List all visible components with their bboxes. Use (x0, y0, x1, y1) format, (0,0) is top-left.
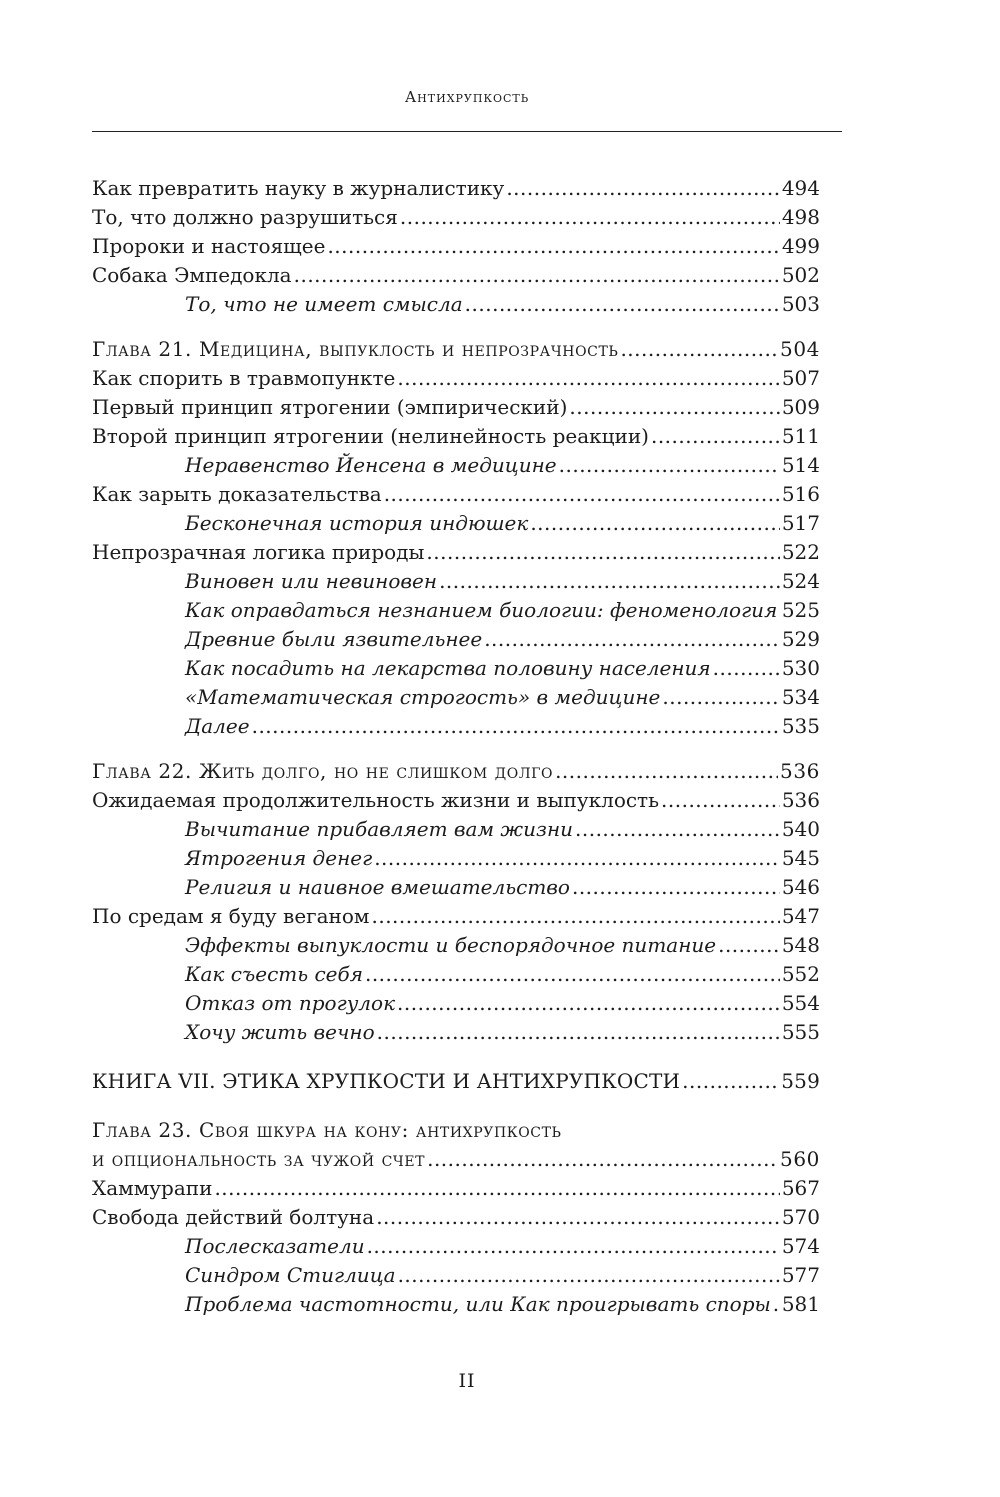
toc-entry-page: 552 (781, 962, 820, 986)
leader-dots (559, 451, 780, 480)
toc-entry-page: 570 (781, 1205, 820, 1229)
toc-entry[interactable] (92, 902, 820, 931)
toc-entry[interactable] (92, 480, 820, 509)
toc-entry-title: Религия и наивное вмешательство (185, 875, 570, 899)
toc-entry-page: 547 (781, 904, 820, 928)
leader-dots (398, 1261, 780, 1290)
toc-entry-page: 574 (781, 1234, 820, 1258)
toc-entry-page: 499 (781, 234, 820, 258)
toc-entry-page: 555 (781, 1020, 820, 1044)
toc-entry-page: 534 (781, 685, 820, 709)
leader-dots (374, 844, 780, 873)
toc-entry-title: Виновен или невиновен (185, 569, 438, 593)
toc-entry-title: Пророки и настоящее (92, 234, 326, 258)
toc-subentry[interactable] (92, 960, 820, 989)
toc-entry-title: Второй принцип ятрогении (нелинейность реакции) (92, 424, 649, 448)
running-title: Антихрупкость (404, 88, 530, 106)
leader-dots (530, 509, 780, 538)
toc-entry-title: Как зарыть доказательства (92, 482, 382, 506)
leader-dots (365, 960, 780, 989)
toc-entry-title: Далее (185, 714, 250, 738)
table-of-contents (92, 174, 820, 1319)
toc-subentry[interactable] (92, 1018, 820, 1047)
leader-dots (662, 683, 779, 712)
toc-book[interactable] (92, 1067, 820, 1096)
toc-entry-page: 548 (781, 933, 820, 957)
toc-chapter-line2[interactable] (92, 1145, 820, 1174)
toc-entry[interactable] (92, 232, 820, 261)
toc-entry-page: 514 (781, 453, 820, 477)
toc-entry-title: Ятрогения денег (185, 846, 373, 870)
toc-entry-page: 507 (781, 366, 820, 390)
toc-entry-page: 559 (781, 1069, 820, 1093)
toc-entry-page: 536 (780, 759, 820, 783)
toc-entry-page: 536 (781, 788, 820, 812)
leader-dots (376, 1203, 780, 1232)
toc-entry[interactable] (92, 538, 820, 567)
toc-entry-page: 504 (780, 337, 820, 361)
toc-subentry[interactable] (92, 815, 820, 844)
toc-chapter[interactable] (92, 757, 820, 786)
toc-subentry[interactable] (92, 290, 820, 319)
toc-subentry[interactable] (92, 712, 820, 741)
leader-dots (465, 290, 780, 319)
toc-chapter-line1[interactable] (92, 1116, 820, 1145)
toc-subentry[interactable] (92, 683, 820, 712)
toc-entry-page: 517 (781, 511, 820, 535)
leader-dots (575, 815, 780, 844)
toc-entry-title: По средам я буду веганом (92, 904, 370, 928)
toc-subentry[interactable] (92, 931, 820, 960)
toc-entry-title: То, что должно разрушиться (92, 205, 398, 229)
leader-dots (397, 364, 779, 393)
toc-entry-page: 581 (781, 1292, 820, 1316)
leader-dots (773, 1290, 780, 1319)
toc-entry-title: Как оправдаться незнанием биологии: феноменология (185, 598, 778, 622)
leader-dots (555, 757, 778, 786)
leader-dots (327, 232, 779, 261)
toc-book-title: КНИГА VII. ЭТИКА ХРУПКОСТИ И АНТИХРУПКОСТИ (92, 1069, 681, 1093)
leader-dots (294, 261, 780, 290)
toc-entry-title: Первый принцип ятрогении (эмпирический) (92, 395, 568, 419)
toc-entry-title: Проблема частотности, или Как проигрывать споры (185, 1292, 771, 1316)
toc-entry-page: 525 (781, 598, 820, 622)
toc-entry-title: Неравенство Йенсена в медицине (185, 453, 557, 477)
toc-entry-title: Вычитание прибавляет вам жизни (185, 817, 573, 841)
leader-dots (439, 567, 780, 596)
toc-entry-page: 494 (781, 176, 820, 200)
toc-subentry[interactable] (92, 625, 820, 654)
leader-dots (661, 786, 780, 815)
leader-dots (484, 625, 780, 654)
leader-dots (713, 654, 780, 683)
leader-dots (572, 873, 780, 902)
toc-subentry[interactable] (92, 989, 820, 1018)
toc-entry-page: 516 (781, 482, 820, 506)
toc-entry[interactable] (92, 1203, 820, 1232)
leader-dots (682, 1067, 779, 1096)
leader-dots (718, 931, 780, 960)
toc-entry-title: Как спорить в травмопункте (92, 366, 396, 390)
toc-subentry[interactable] (92, 844, 820, 873)
toc-entry-title: Синдром Стиглица (185, 1263, 396, 1287)
toc-chapter-title: Глава 23. Своя шкура на кону: антихрупкость (92, 1118, 562, 1142)
toc-entry-title: Свобода действий болтуна (92, 1205, 375, 1229)
leader-dots (651, 422, 780, 451)
toc-entry-title: Ожидаемая продолжительность жизни и выпуклость (92, 788, 660, 812)
header-rule (92, 131, 842, 132)
toc-entry-page: 546 (781, 875, 820, 899)
toc-chapter-title: Глава 22. Жить долго, но не слишком долго (92, 759, 554, 783)
toc-entry[interactable] (92, 261, 820, 290)
leader-dots (367, 1232, 780, 1261)
toc-entry-page: 524 (781, 569, 820, 593)
toc-entry-page: 540 (781, 817, 820, 841)
leader-dots (371, 902, 779, 931)
leader-dots (400, 203, 780, 232)
toc-subentry[interactable] (92, 596, 820, 625)
toc-subentry[interactable] (92, 1261, 820, 1290)
leader-dots (252, 712, 780, 741)
toc-entry-title: Как посадить на лекарства половину населения (185, 656, 711, 680)
toc-entry-title: Послесказатели (185, 1234, 365, 1258)
toc-entry-title: Непрозрачная логика природы (92, 540, 425, 564)
leader-dots (506, 174, 780, 203)
toc-chapter-title: Глава 21. Медицина, выпуклость и непрозрачность (92, 337, 619, 361)
toc-entry-title: Хаммурапи (92, 1176, 213, 1200)
toc-entry-title: Хочу жить вечно (185, 1020, 375, 1044)
leader-dots (397, 989, 780, 1018)
toc-entry[interactable] (92, 393, 820, 422)
toc-entry[interactable] (92, 422, 820, 451)
toc-entry-page: 567 (781, 1176, 820, 1200)
toc-entry-title: Собака Эмпедокла (92, 263, 292, 287)
toc-chapter[interactable] (92, 335, 820, 364)
toc-entry-title: Эффекты выпуклости и беспорядочное питание (185, 933, 717, 957)
leader-dots (426, 538, 779, 567)
toc-chapter-title-cont: и опциональность за чужой счет (92, 1147, 426, 1171)
toc-subentry[interactable] (92, 1290, 820, 1319)
leader-dots (427, 1145, 778, 1174)
toc-entry-page: 511 (781, 424, 820, 448)
toc-entry-page: 498 (781, 205, 820, 229)
toc-entry-title: «Математическая строгость» в медицине (185, 685, 661, 709)
toc-entry-title: Отказ от прогулок (185, 991, 396, 1015)
leader-dots (377, 1018, 780, 1047)
toc-entry-title: Древние были язвительнее (185, 627, 483, 651)
toc-entry-page: 530 (781, 656, 820, 680)
leader-dots (569, 393, 779, 422)
toc-entry-title: Как съесть себя (185, 962, 363, 986)
toc-subentry[interactable] (92, 1232, 820, 1261)
toc-entry[interactable] (92, 203, 820, 232)
toc-subentry[interactable] (92, 654, 820, 683)
toc-entry-page: 577 (781, 1263, 820, 1287)
toc-entry[interactable] (92, 174, 820, 203)
toc-entry-page: 560 (780, 1147, 820, 1171)
toc-subentry[interactable] (92, 567, 820, 596)
toc-entry-title: Как превратить науку в журналистику (92, 176, 505, 200)
toc-subentry[interactable] (92, 451, 820, 480)
toc-subentry[interactable] (92, 873, 820, 902)
toc-entry[interactable] (92, 786, 820, 815)
toc-entry-page: 535 (781, 714, 820, 738)
toc-entry-title: То, что не имеет смысла (185, 292, 463, 316)
toc-entry-page: 503 (781, 292, 820, 316)
page-number: II (458, 1370, 476, 1392)
toc-entry-page: 502 (781, 263, 820, 287)
toc-entry[interactable] (92, 1174, 820, 1203)
toc-entry-title: Бесконечная история индюшек (185, 511, 529, 535)
leader-dots (214, 1174, 779, 1203)
toc-entry-page: 529 (781, 627, 820, 651)
leader-dots (384, 480, 780, 509)
leader-dots (779, 596, 780, 625)
toc-subentry[interactable] (92, 509, 820, 538)
toc-entry-page: 554 (781, 991, 820, 1015)
toc-entry[interactable] (92, 364, 820, 393)
toc-entry-page: 522 (781, 540, 820, 564)
toc-entry-page: 545 (781, 846, 820, 870)
leader-dots (620, 335, 778, 364)
toc-entry-page: 509 (781, 395, 820, 419)
